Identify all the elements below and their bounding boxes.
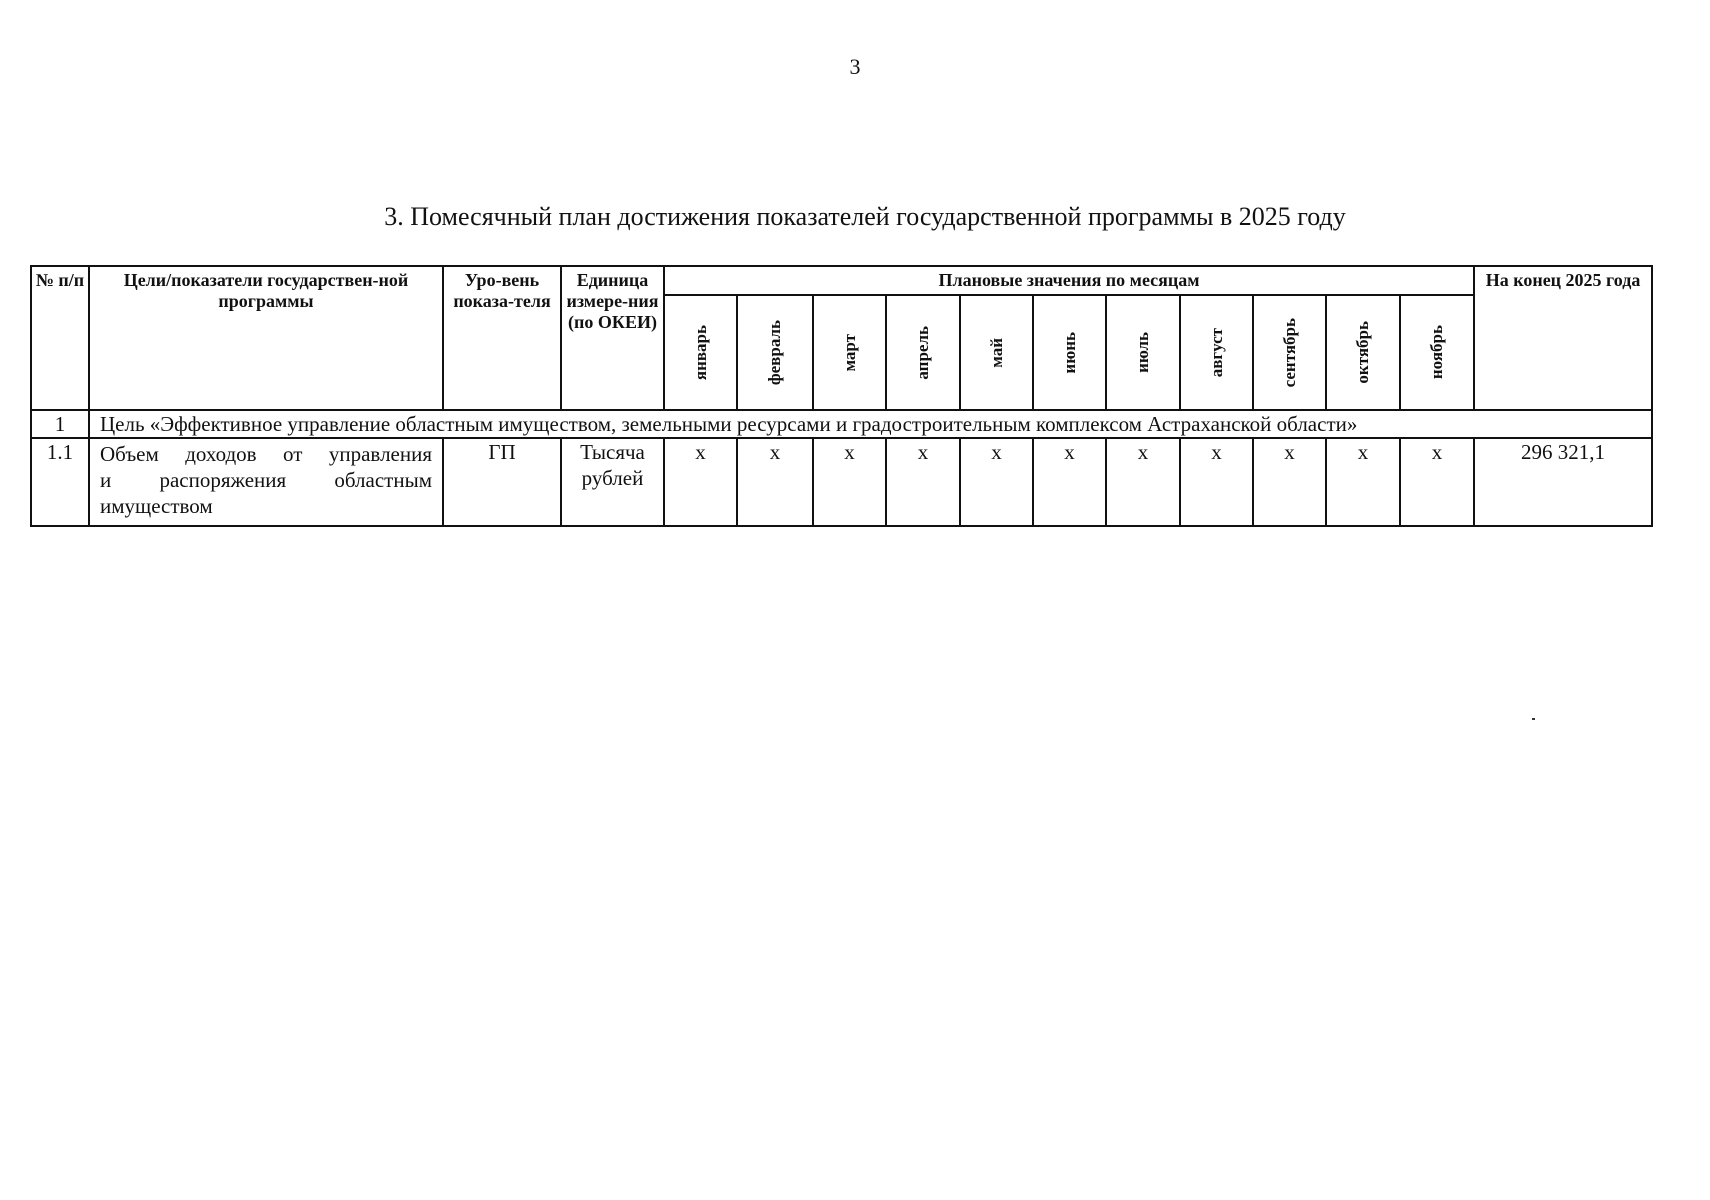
month-label: сентябрь [1279, 317, 1299, 388]
monthly-value: х [1253, 438, 1326, 526]
monthly-value: х [664, 438, 737, 526]
month-header [737, 295, 813, 410]
month-label: апрель [913, 325, 932, 380]
monthly-value: х [1326, 438, 1400, 526]
monthly-value: х [960, 438, 1033, 526]
page-number: 3 [849, 54, 861, 79]
month-label: ноябрь [1427, 325, 1447, 380]
indicator-name-line: и распоряжения областным [100, 468, 432, 492]
monthly-value: х [1180, 438, 1253, 526]
monthly-value: х [1400, 438, 1474, 526]
month-label: март [839, 333, 859, 372]
document-title: 3. Помесячный план достижения показателей государственной программы в 2025 году [384, 202, 1346, 231]
goal-row [31, 410, 1652, 438]
month-header [1253, 295, 1326, 410]
month-label: август [1206, 327, 1226, 378]
goal-text: Цель «Эффективное управление областным имуществом, земельными ресурсами и градостроительным комплексом Астраханской области» [89, 410, 1652, 438]
month-header [960, 295, 1033, 410]
month-header [886, 295, 960, 410]
month-header [1106, 295, 1180, 410]
indicator-name-line: имуществом [100, 494, 213, 518]
header-plan: Плановые значения по месяцам [664, 266, 1474, 295]
indicator-number: 1.1 [31, 438, 89, 526]
month-header [813, 295, 886, 410]
monthly-value: х [1106, 438, 1180, 526]
month-header [1033, 295, 1106, 410]
indicator-name [89, 438, 443, 526]
month-label: октябрь [1353, 321, 1372, 384]
header-unit: Единица измере-ния (по ОКЕИ) [561, 266, 664, 410]
indicator-level: ГП [443, 438, 561, 526]
month-label: май [986, 337, 1006, 368]
scan-mark [1532, 718, 1535, 720]
month-label: июль [1133, 332, 1152, 373]
month-header [1400, 295, 1474, 410]
month-header [1180, 295, 1253, 410]
monthly-value: х [813, 438, 886, 526]
month-label: январь [690, 324, 710, 381]
monthly-plan-table [30, 265, 1653, 527]
month-label: февраль [765, 319, 784, 386]
month-header [664, 295, 737, 410]
header-goal: Цели/показатели государствен-ной программы [89, 266, 443, 410]
header-level: Уро-вень показа-теля [443, 266, 561, 410]
indicator-unit: Тысяча рублей [561, 438, 664, 526]
month-label: июнь [1059, 331, 1079, 374]
monthly-value: х [737, 438, 813, 526]
monthly-value: х [886, 438, 960, 526]
month-header [1326, 295, 1400, 410]
goal-number: 1 [31, 410, 89, 438]
monthly-value: х [1033, 438, 1106, 526]
indicator-name-line: Объем доходов от управления [100, 442, 432, 466]
indicator-row [31, 438, 1652, 526]
header-total: На конец 2025 года [1474, 266, 1652, 410]
header-number: № п/п [31, 266, 89, 410]
indicator-total: 296 321,1 [1474, 438, 1652, 526]
